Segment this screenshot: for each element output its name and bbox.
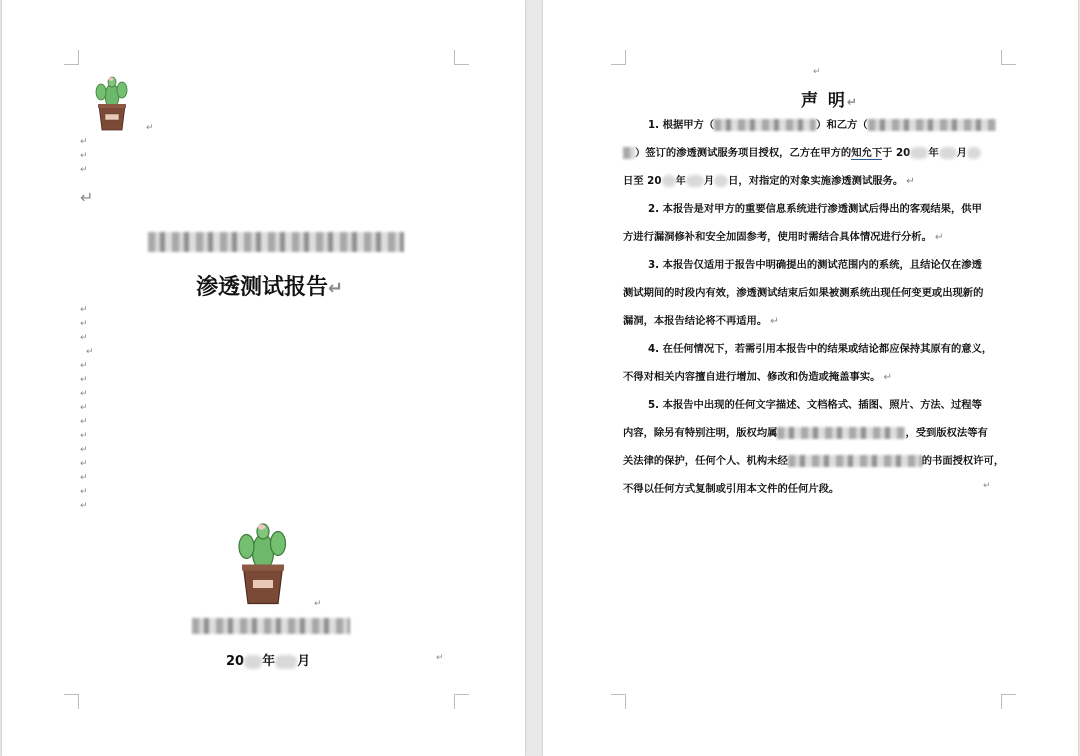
redacted-start-day [967,147,981,159]
p1-text-i: 年 [675,175,686,187]
date-prefix: 20 [226,654,245,669]
crop-mark-bottom-right [1001,694,1016,709]
paragraph-mark: ↵ [436,653,444,663]
redacted-company-name [192,618,350,634]
cover-date [226,650,310,669]
p5-text-line2a: 内容，除另有特别注明，版权均属 [623,427,778,439]
declaration-p3-line2 [623,284,983,299]
paragraph-mark: ↵ [770,315,779,327]
declaration-p2-line1 [623,200,982,215]
redacted-year [244,655,262,669]
redacted-authorizer [788,455,922,467]
paragraph-mark: ↵ [813,67,821,77]
redacted-end-day [714,175,728,187]
cactus-logo-large [230,516,296,610]
paragraph-mark: ↵ [906,175,915,187]
paragraph-mark: ↵ [86,347,94,357]
paragraph-mark: ↵ [80,403,88,413]
declaration-p1-line1 [623,116,996,131]
paragraph-mark: ↵ [846,95,859,109]
paragraph-mark: ↵ [80,473,88,483]
date-month-label: 月 [297,654,311,669]
paragraph-mark: ↵ [80,375,88,385]
p5-text-line2b: ，受到版权法等有 [905,427,988,439]
paragraph-mark-large: ↵ [80,188,94,207]
paragraph-mark: ↵ [328,278,344,299]
declaration-p3-line1 [623,256,982,271]
p1-text-a: 1. 根据甲方（ [648,119,715,131]
paragraph-mark: ↵ [80,501,88,511]
redacted-party-b [868,119,996,131]
paragraph-mark: ↵ [80,389,88,399]
paragraph-mark: ↵ [80,305,88,315]
crop-mark-top-right [1001,50,1016,65]
redacted-copyright-owner [777,427,905,439]
declaration-p5-line3 [623,452,1004,467]
p2-text-line2: 方进行漏洞修补和安全加固参考，使用时需结合具体情况进行分析。 [623,231,932,243]
declaration-p5-line4 [623,480,839,495]
p1-text-h: 日至 20 [623,175,662,187]
date-year-label: 年 [262,654,276,669]
p3-text-line1: 3. 本报告仅适用于报告中明确提出的测试范围内的系统，且结论仅在渗透 [648,259,982,271]
paragraph-mark: ↵ [983,481,991,491]
report-title-text: 渗透测试报告 [196,275,329,300]
report-title [196,270,343,301]
redacted-party-a [714,119,816,131]
paragraph-mark: ↵ [80,459,88,469]
paragraph-mark: ↵ [314,599,322,609]
paragraph-mark: ↵ [80,445,88,455]
p1-text-d: 知允下 [851,147,883,159]
p4-text-line2: 不得对相关内容擅自进行增加、修改和伪造或掩盖事实。 [623,371,881,383]
crop-mark-top-left [64,50,79,65]
p1-text-e: 于 20 [882,147,911,159]
redacted-end-month [686,175,704,187]
paragraph-mark: ↵ [934,231,944,243]
crop-mark-bottom-left [611,694,626,709]
declaration-p2-line2 [623,228,944,243]
declaration-p5-line2 [623,424,988,439]
p4-text-line1: 4. 在任何情况下，若需引用本报告中的结果或结论都应保持其原有的意义， [648,343,993,355]
declaration-p4-line1 [623,340,992,355]
paragraph-mark: ↵ [80,417,88,427]
paragraph-mark: ↵ [146,123,154,133]
paragraph-mark: ↵ [80,319,88,329]
p3-text-line3: 漏洞，本报告结论将不再适用。 [623,315,768,327]
declaration-p4-line2 [623,368,892,383]
crop-mark-top-left [611,50,626,65]
p1-text-g: 月 [956,147,967,159]
declaration-p3-line3 [623,312,779,327]
redacted-end-year [662,175,676,187]
paragraph-mark: ↵ [80,431,88,441]
declaration-p1-line3 [623,172,915,187]
p2-text-line1: 2. 本报告是对甲方的重要信息系统进行渗透测试后得出的客观结果，供甲 [648,203,982,215]
crop-mark-top-right [454,50,469,65]
p1-text-f: 年 [928,147,939,159]
paragraph-mark: ↵ [80,487,88,497]
redacted-start-month [939,147,957,159]
p3-text-line2: 测试期间的时段内有效，渗透测试结束后如果被测系统出现任何变更或出现新的 [623,287,984,299]
p5-text-line4: 不得以任何方式复制或引用本文件的任何片段。 [623,483,840,495]
redacted-start-year [910,147,928,159]
p1-text-c: ）签订的渗透测试服务项目授权，乙方在甲方的 [635,147,852,159]
p5-text-line1: 5. 本报告中出现的任何文字描述、文档格式、插图、照片、方法、过程等 [648,399,982,411]
p5-text-line3a: 关法律的保护，任何个人、机构未经 [623,455,788,467]
cover-page [2,0,525,756]
cactus-logo [90,72,134,134]
crop-mark-bottom-right [454,694,469,709]
redacted-company-name [148,232,404,252]
p1-text-k: 日，对指定的对象实施渗透测试服务。 [728,175,904,187]
p5-text-line3b: 的书面授权许可， [921,455,1005,467]
p1-text-b: ）和乙方（ [816,119,868,131]
crop-mark-bottom-left [64,694,79,709]
paragraph-mark: ↵ [80,333,88,343]
declaration-p5-line1 [623,396,982,411]
paragraph-mark: ↵ [80,137,88,147]
declaration-page [543,0,1078,756]
redacted-party-b-tail [623,147,635,159]
paragraph-mark: ↵ [883,371,893,383]
p1-text-j: 月 [703,175,715,187]
paragraph-mark: ↵ [80,165,88,175]
declaration-title [801,86,859,111]
declaration-p1-line2 [623,144,981,159]
redacted-month [275,655,297,669]
paragraph-mark: ↵ [80,361,88,371]
declaration-title-text: 声 明 [801,91,847,111]
paragraph-mark: ↵ [80,151,88,161]
